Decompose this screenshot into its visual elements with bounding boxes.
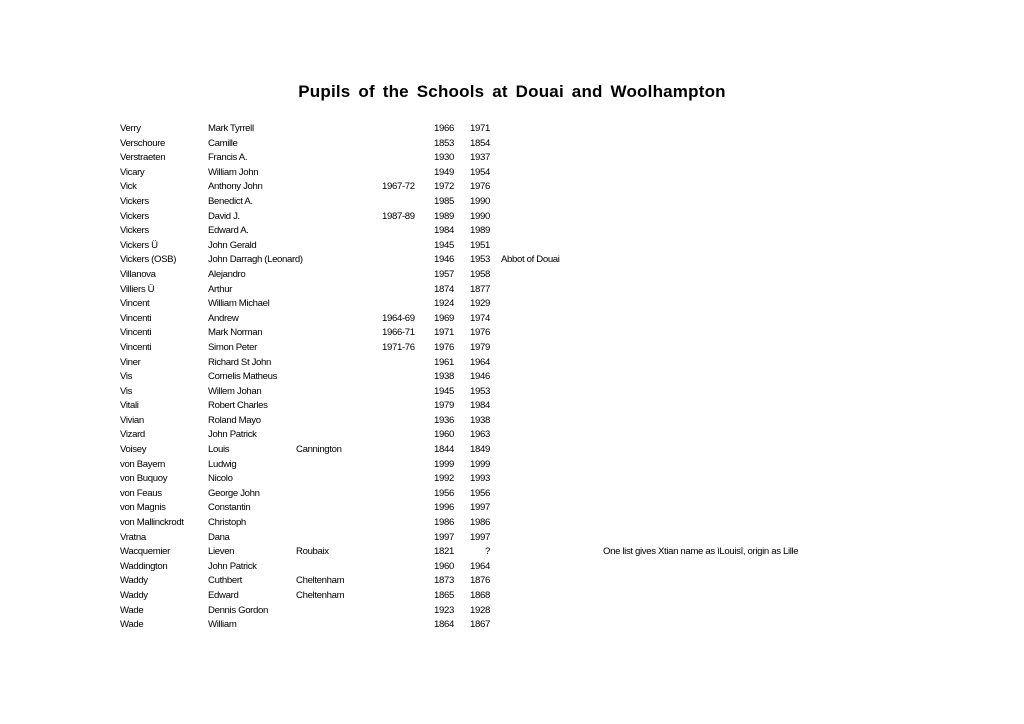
list-item xyxy=(0,224,1024,239)
surname-cell: Viner xyxy=(120,356,141,368)
list-item xyxy=(0,326,1024,341)
surname-cell: Verry xyxy=(120,123,141,134)
prep-years-cell: 1987-89 xyxy=(382,210,415,222)
given-names-cell: Ludwig xyxy=(208,458,237,470)
surname-cell: Vickers Ü xyxy=(120,239,158,251)
given-names-cell: Cornelis Matheus xyxy=(208,371,278,383)
origin-cell: Cheltenham xyxy=(296,575,345,587)
leaving-year-cell: 1979 xyxy=(470,341,490,353)
entry-year-cell: 1930 xyxy=(434,152,454,164)
leaving-year-cell: 1974 xyxy=(470,312,490,324)
surname-cell: von Buquoy xyxy=(120,473,168,485)
leaving-year-cell: 1954 xyxy=(470,166,490,178)
leaving-year-cell: 1868 xyxy=(470,590,490,601)
entry-year-cell: 1945 xyxy=(434,239,454,251)
pupil-list xyxy=(0,122,1024,633)
entry-year-cell: 1864 xyxy=(434,619,454,631)
entry-year-cell: 1996 xyxy=(434,502,454,514)
list-item xyxy=(0,356,1024,371)
list-item xyxy=(0,487,1024,502)
entry-year-cell: 1924 xyxy=(434,298,454,310)
given-names-cell: William Michael xyxy=(208,298,270,310)
leaving-year-cell: 1976 xyxy=(470,181,490,193)
entry-year-cell: 1999 xyxy=(434,458,454,470)
leaving-year-cell: 1953 xyxy=(470,385,490,397)
leaving-year-cell: 1964 xyxy=(470,560,490,572)
surname-cell: Vizard xyxy=(120,429,145,441)
leaving-year-cell: 1976 xyxy=(470,327,490,339)
surname-cell: von Mallinckrodt xyxy=(120,517,184,529)
list-item xyxy=(0,385,1024,400)
surname-cell: Wacquemier xyxy=(120,546,170,558)
entry-year-cell: 1971 xyxy=(434,327,454,339)
entry-year-cell: 1969 xyxy=(434,312,454,324)
leaving-year-cell: 1963 xyxy=(470,429,490,441)
list-item xyxy=(0,399,1024,414)
entry-year-cell: 1985 xyxy=(434,195,454,207)
surname-cell: von Magnis xyxy=(120,502,166,514)
page-title: Pupils of the Schools at Douai and Woolhampton xyxy=(298,82,726,101)
list-item xyxy=(0,443,1024,458)
given-names-cell: Anthony John xyxy=(208,181,263,193)
leaving-year-cell: 1938 xyxy=(470,414,490,426)
leaving-year-cell: 1999 xyxy=(470,458,490,470)
list-item xyxy=(0,180,1024,195)
given-names-cell: Simon Peter xyxy=(208,341,257,353)
prep-years-cell: 1971-76 xyxy=(382,341,415,353)
list-item xyxy=(0,239,1024,254)
entry-year-cell: 1976 xyxy=(434,341,454,353)
entry-year-cell: 1972 xyxy=(434,181,454,193)
surname-cell: Villiers Ü xyxy=(120,283,155,295)
given-names-cell: Willem Johan xyxy=(208,385,262,397)
entry-year-cell: 1844 xyxy=(434,444,454,456)
entry-year-cell: 1997 xyxy=(434,531,454,543)
entry-year-cell: 1956 xyxy=(434,487,454,499)
prep-years-cell: 1967-72 xyxy=(382,181,415,193)
list-item xyxy=(0,560,1024,575)
given-names-cell: Lieven xyxy=(208,546,235,558)
leaving-year-cell: 1997 xyxy=(470,502,490,514)
entry-year-cell: 1986 xyxy=(434,517,454,529)
list-item xyxy=(0,618,1024,633)
prep-years-cell: 1966-71 xyxy=(382,327,415,339)
leaving-year-cell: 1876 xyxy=(470,575,490,587)
surname-cell: von Feaus xyxy=(120,487,162,499)
leaving-year-cell: 1854 xyxy=(470,137,490,149)
surname-cell: Vratna xyxy=(120,531,146,543)
surname-cell: Waddington xyxy=(120,560,168,572)
surname-cell: Wade xyxy=(120,619,144,631)
entry-year-cell: 1979 xyxy=(434,400,454,412)
leaving-year-cell: 1997 xyxy=(470,531,490,543)
entry-year-cell: 1873 xyxy=(434,575,454,587)
leaving-year-cell: 1958 xyxy=(470,268,490,280)
list-item xyxy=(0,428,1024,443)
surname-cell: von Bayern xyxy=(120,458,166,470)
list-item xyxy=(0,195,1024,210)
surname-cell: Vickers (OSB) xyxy=(120,254,177,266)
origin-cell: Cannington xyxy=(296,444,342,456)
list-item xyxy=(0,151,1024,166)
leaving-year-cell: 1990 xyxy=(470,195,490,207)
surname-cell: Vickers xyxy=(120,210,149,222)
list-item xyxy=(0,472,1024,487)
list-item xyxy=(0,210,1024,225)
entry-year-cell: 1960 xyxy=(434,429,454,441)
leaving-year-cell: 1929 xyxy=(470,298,490,310)
given-names-cell: Cuthbert xyxy=(208,575,242,587)
given-names-cell: John Patrick xyxy=(208,560,257,572)
given-names-cell: Nicolo xyxy=(208,473,233,485)
leaving-year-cell: 1867 xyxy=(470,619,490,631)
given-names-cell: Robert Charles xyxy=(208,400,268,412)
list-item xyxy=(0,604,1024,619)
list-item xyxy=(0,370,1024,385)
leaving-year-cell: 1946 xyxy=(470,371,490,383)
given-names-cell: Alejandro xyxy=(208,268,246,280)
leaving-year-cell: 1953 xyxy=(470,254,490,266)
given-names-cell: John Gerald xyxy=(208,239,257,251)
list-item xyxy=(0,589,1024,604)
note-cell: Abbot of Douai xyxy=(501,254,560,266)
given-names-cell: Benedict A. xyxy=(208,195,253,207)
leaving-year-cell: 1964 xyxy=(470,356,490,368)
surname-cell: Vickers xyxy=(120,195,149,207)
given-names-cell: Christoph xyxy=(208,517,246,529)
entry-year-cell: 1961 xyxy=(434,356,454,368)
surname-cell: Vincenti xyxy=(120,327,152,339)
entry-year-cell: 1865 xyxy=(434,590,454,601)
origin-cell: Roubaix xyxy=(296,546,329,558)
entry-year-cell: 1960 xyxy=(434,560,454,572)
surname-cell: Waddy xyxy=(120,575,148,587)
given-names-cell: Constantin xyxy=(208,502,251,514)
given-names-cell: George John xyxy=(208,487,260,499)
list-item xyxy=(0,341,1024,356)
surname-cell: Vick xyxy=(120,181,137,193)
surname-cell: Villanova xyxy=(120,268,156,280)
surname-cell: Verschoure xyxy=(120,137,166,149)
leaving-year-cell: 1984 xyxy=(470,400,490,412)
entry-year-cell: 1938 xyxy=(434,371,454,383)
leaving-year-cell: 1971 xyxy=(470,123,490,134)
list-item xyxy=(0,312,1024,327)
leaving-year-cell: 1989 xyxy=(470,225,490,237)
given-names-cell: Dana xyxy=(208,531,230,543)
leaving-year-cell: 1986 xyxy=(470,517,490,529)
given-names-cell: Camille xyxy=(208,137,238,149)
surname-cell: Wade xyxy=(120,604,144,616)
given-names-cell: John Patrick xyxy=(208,429,257,441)
surname-cell: Vivian xyxy=(120,414,144,426)
entry-year-cell: 1946 xyxy=(434,254,454,266)
prep-years-cell: 1964-69 xyxy=(382,312,415,324)
leaving-year-cell: 1951 xyxy=(470,239,490,251)
remark-cell: One list gives Xtian name as ìLouisî, origin as Lille xyxy=(603,546,799,558)
given-names-cell: Mark Tyrrell xyxy=(208,123,254,134)
given-names-cell: Louis xyxy=(208,444,230,456)
list-item xyxy=(0,137,1024,152)
list-item xyxy=(0,283,1024,298)
given-names-cell: Mark Norman xyxy=(208,327,263,339)
given-names-cell: William John xyxy=(208,166,259,178)
given-names-cell: Edward A. xyxy=(208,225,249,237)
list-item xyxy=(0,253,1024,268)
surname-cell: Vis xyxy=(120,371,133,383)
entry-year-cell: 1984 xyxy=(434,225,454,237)
list-item xyxy=(0,574,1024,589)
leaving-year-cell: 1877 xyxy=(470,283,490,295)
leaving-year-cell: 1937 xyxy=(470,152,490,164)
entry-year-cell: 1821 xyxy=(434,546,454,558)
given-names-cell: Dennis Gordon xyxy=(208,604,268,616)
list-item xyxy=(0,458,1024,473)
given-names-cell: Edward xyxy=(208,590,239,601)
leaving-year-cell: ? xyxy=(485,546,490,558)
leaving-year-cell: 1956 xyxy=(470,487,490,499)
surname-cell: Vis xyxy=(120,385,133,397)
list-item xyxy=(0,297,1024,312)
surname-cell: Vincenti xyxy=(120,341,152,353)
given-names-cell: Arthur xyxy=(208,283,233,295)
surname-cell: Verstraeten xyxy=(120,152,166,164)
list-item xyxy=(0,516,1024,531)
given-names-cell: David J. xyxy=(208,210,240,222)
list-item xyxy=(0,268,1024,283)
list-item xyxy=(0,166,1024,181)
given-names-cell: John Darragh (Leonard) xyxy=(208,254,303,266)
entry-year-cell: 1989 xyxy=(434,210,454,222)
surname-cell: Vincenti xyxy=(120,312,152,324)
origin-cell: Cheltenham xyxy=(296,590,345,601)
entry-year-cell: 1936 xyxy=(434,414,454,426)
list-item xyxy=(0,531,1024,546)
leaving-year-cell: 1928 xyxy=(470,604,490,616)
list-item xyxy=(0,414,1024,429)
given-names-cell: Roland Mayo xyxy=(208,414,261,426)
given-names-cell: Francis A. xyxy=(208,152,248,164)
surname-cell: Vickers xyxy=(120,225,149,237)
surname-cell: Waddy xyxy=(120,590,148,601)
entry-year-cell: 1992 xyxy=(434,473,454,485)
given-names-cell: Richard St John xyxy=(208,356,272,368)
entry-year-cell: 1957 xyxy=(434,268,454,280)
entry-year-cell: 1853 xyxy=(434,137,454,149)
surname-cell: Vicary xyxy=(120,166,145,178)
leaving-year-cell: 1993 xyxy=(470,473,490,485)
entry-year-cell: 1949 xyxy=(434,166,454,178)
list-item xyxy=(0,545,1024,560)
leaving-year-cell: 1849 xyxy=(470,444,490,456)
surname-cell: Vitali xyxy=(120,400,139,412)
list-item xyxy=(0,122,1024,137)
list-item xyxy=(0,501,1024,516)
entry-year-cell: 1874 xyxy=(434,283,454,295)
surname-cell: Voisey xyxy=(120,444,147,456)
surname-cell: Vincent xyxy=(120,298,150,310)
given-names-cell: William xyxy=(208,619,237,631)
leaving-year-cell: 1990 xyxy=(470,210,490,222)
entry-year-cell: 1923 xyxy=(434,604,454,616)
given-names-cell: Andrew xyxy=(208,312,239,324)
entry-year-cell: 1945 xyxy=(434,385,454,397)
entry-year-cell: 1966 xyxy=(434,123,454,134)
